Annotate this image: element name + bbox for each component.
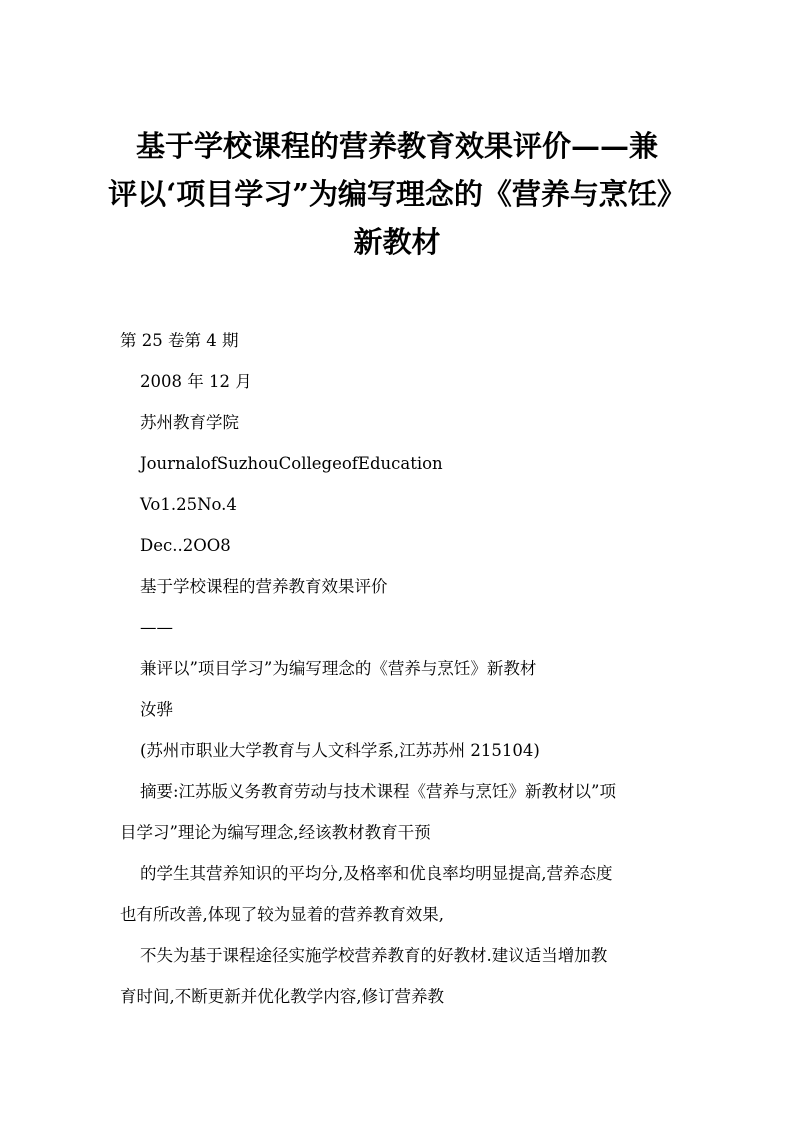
title-line-2: 评以‘项目学习”为编写理念的《营养与烹饪》 bbox=[108, 177, 686, 211]
abstract-paragraph-3 bbox=[120, 935, 680, 1017]
publication-date: 2008 年 12 月 bbox=[140, 372, 252, 391]
document-body bbox=[120, 320, 680, 1017]
abstract-2-line-2: 也有所改善,体现了较为显着的营养教育效果, bbox=[120, 905, 444, 924]
publication-date-en: Dec..2OO8 bbox=[140, 536, 231, 555]
abstract-2-line-1: 的学生其营养知识的平均分,及格率和优良率均明显提高,营养态度 bbox=[140, 864, 613, 883]
institution-name: 苏州教育学院 bbox=[140, 413, 239, 432]
abstract-1-line-2: 目学习”理论为编写理念,经该教材教育干预 bbox=[120, 823, 431, 842]
volume-issue: 第 25 卷第 4 期 bbox=[120, 331, 239, 350]
abstract-paragraph-1 bbox=[120, 771, 680, 853]
title-line-1: 基于学校课程的营养教育效果评价——兼 bbox=[135, 129, 658, 163]
abstract-1-line-1: 摘要:江苏版义务教育劳动与技术课程《营养与烹饪》新教材以”项 bbox=[140, 782, 616, 801]
abstract-3-line-2: 育时间,不断更新并优化教学内容,修订营养教 bbox=[120, 987, 444, 1006]
journal-name-en: JournalofSuzhouCollegeofEducation bbox=[140, 454, 443, 473]
author-affiliation: (苏州市职业大学教育与人文科学系,江苏苏州 215104) bbox=[140, 741, 540, 760]
author-name: 汝骅 bbox=[140, 700, 173, 719]
article-subtitle-line-2: 兼评以”项目学习”为编写理念的《营养与烹饪》新教材 bbox=[140, 659, 537, 678]
article-subtitle-line-1: 基于学校课程的营养教育效果评价 bbox=[140, 577, 388, 596]
title-line-3: 新教材 bbox=[353, 225, 441, 259]
volume-issue-en: Vo1.25No.4 bbox=[140, 495, 237, 514]
abstract-3-line-1: 不失为基于课程途径实施学校营养教育的好教材.建议适当增加教 bbox=[140, 946, 608, 965]
document-title bbox=[100, 122, 694, 266]
dash-separator: —— bbox=[140, 618, 173, 637]
abstract-paragraph-2 bbox=[120, 853, 680, 935]
